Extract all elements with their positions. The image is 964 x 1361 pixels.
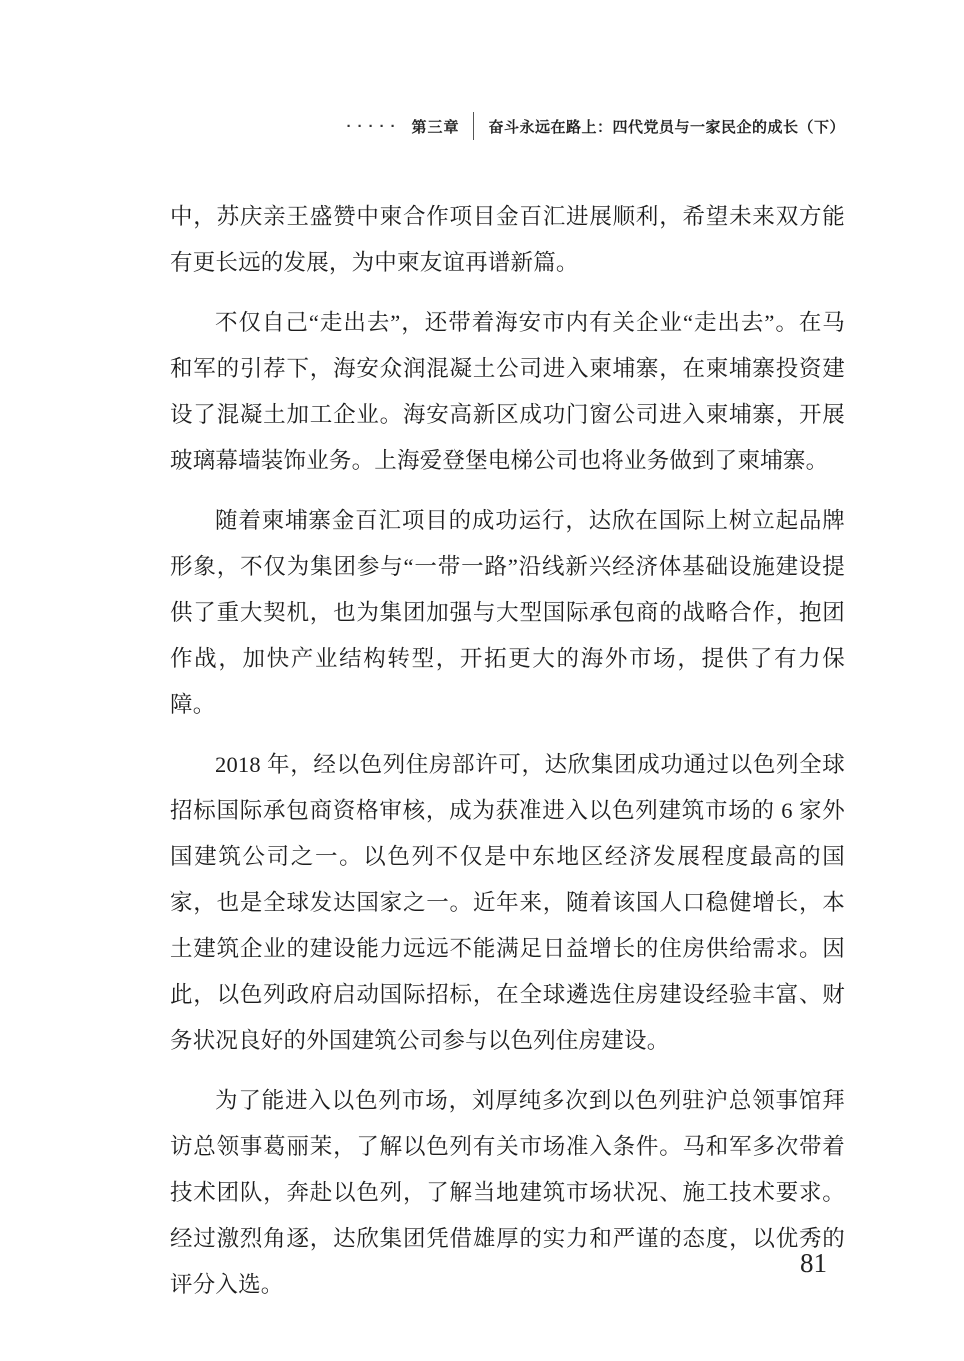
body-text bbox=[170, 194, 845, 1322]
page-number: 81 bbox=[800, 1248, 827, 1278]
paragraph-1: 中，苏庆亲王盛赞中柬合作项目金百汇进展顺利，希望未来双方能有更长远的发展，为中柬友谊再谱新篇。 bbox=[170, 204, 845, 275]
header-dots-decoration: ····· bbox=[346, 117, 402, 135]
chapter-label: 第三章 bbox=[411, 118, 460, 136]
header-separator-line bbox=[473, 112, 474, 140]
paragraph-3: 随着柬埔寨金百汇项目的成功运行，达欣在国际上树立起品牌形象，不仅为集团参与“一带一路”沿线新兴经济体基础设施建设提供了重大契机，也为集团加强与大型国际承包商的战略合作，抱团作战，加快产业结构转型，开拓更大的海外市场，提供了有力保障。 bbox=[170, 508, 845, 717]
paragraph-5: 为了能进入以色列市场，刘厚纯多次到以色列驻沪总领事馆拜访总领事葛丽茉，了解以色列有关市场准入条件。马和军多次带着技术团队，奔赴以色列，了解当地建筑市场状况、施工技术要求。经过激烈角逐，达欣集团凭借雄厚的实力和严谨的态度，以优秀的评分入选。 bbox=[170, 1088, 845, 1297]
paragraph-2: 不仅自己“走出去”，还带着海安市内有关企业“走出去”。在马和军的引荐下，海安众润混凝土公司进入柬埔寨，在柬埔寨投资建设了混凝土加工企业。海安高新区成功门窗公司进入柬埔寨，开展玻璃幕墙装饰业务。上海爱登堡电梯公司也将业务做到了柬埔寨。 bbox=[170, 310, 845, 473]
chapter-title: 奋斗永远在路上：四代党员与一家民企的成长（下） bbox=[488, 118, 845, 136]
running-header bbox=[346, 112, 845, 140]
paragraph-4: 2018 年，经以色列住房部许可，达欣集团成功通过以色列全球招标国际承包商资格审核，成为获准进入以色列建筑市场的 6 家外国建筑公司之一。以色列不仅是中东地区经济发展程度最高的国家，也是全球发达国家之一。近年来，随着该国人口稳健增长，本土建筑企业的建设能力远远不能满足日益增长的住房供给需求。因此，以色列政府启动国际招标，在全球遴选住房建设经验丰富、财务状况良好的外国建筑公司参与以色列住房建设。 bbox=[170, 752, 845, 1053]
